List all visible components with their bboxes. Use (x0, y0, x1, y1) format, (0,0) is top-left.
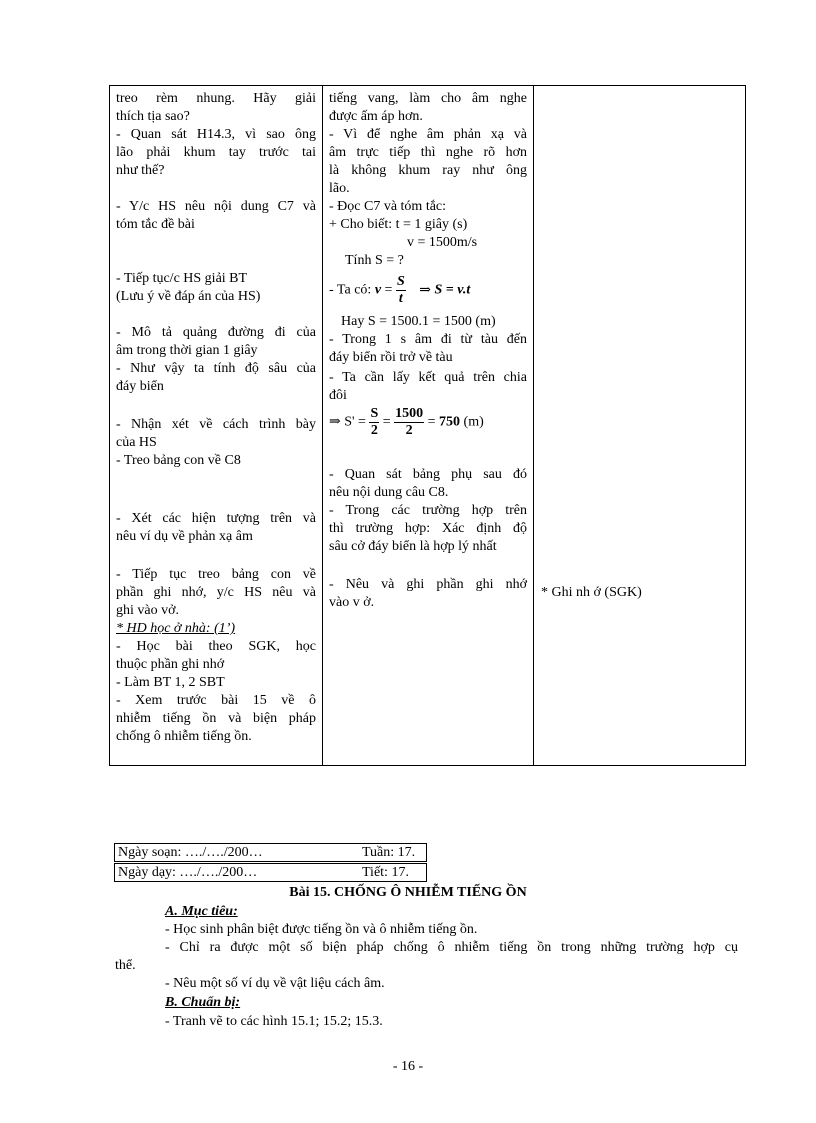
teacher-line: tóm tắc đề bài (116, 217, 195, 232)
teacher-line: nhiễm tiếng ồn và biện pháp (116, 711, 316, 726)
teacher-line: - Mô tả quảng đường đi của (116, 325, 316, 340)
lesson-table (109, 85, 746, 766)
student-line: - Vì để nghe âm phản xạ và (329, 127, 527, 142)
teacher-line: thích tịa sao? (116, 109, 190, 124)
student-line: đôi (329, 388, 347, 403)
teacher-line: - Nhận xét về cách trình bày (116, 417, 316, 432)
fraction-1500-over-2 (394, 406, 424, 439)
velocity-formula (329, 274, 470, 307)
student-line: - Quan sát bảng phụ sau đó (329, 467, 527, 482)
teacher-line: phần ghi nhớ, y/c HS nêu và (116, 585, 316, 600)
fraction-numerator: S (396, 274, 405, 289)
formula-result: S = v.t (434, 282, 471, 298)
objective-line: thể. (115, 958, 136, 973)
depth-formula (329, 406, 484, 439)
teacher-line: - Làm BT 1, 2 SBT (116, 675, 225, 690)
student-line: đáy biển rồi trở về tàu (329, 350, 453, 365)
teacher-line: như thế? (116, 163, 165, 178)
teacher-line: âm trong thời gian 1 giây (116, 343, 258, 358)
fraction-denominator: 2 (370, 423, 378, 438)
formula-eq: = (427, 414, 436, 430)
teacher-line: thuộc phần ghi nhớ (116, 657, 225, 672)
section-b-title: B. Chuẩn bị: (165, 995, 241, 1010)
implies-arrow: ⇒ (419, 282, 431, 298)
content-column (533, 86, 746, 765)
student-line: thì trường hợp: Xác định độ (329, 521, 527, 536)
fraction-numerator: S (370, 406, 379, 421)
prep-date: Ngày soạn: …./…./200… (118, 845, 263, 860)
teacher-line: chống ô nhiễm tiếng ồn. (116, 729, 252, 744)
section-a-heading (165, 903, 238, 921)
period-label: Tiết: 17. (362, 865, 409, 880)
teacher-line: - Treo bảng con về C8 (116, 453, 241, 468)
formula-v: v (374, 282, 382, 298)
formula-prefix: - Ta có: (329, 282, 372, 298)
student-line: lão. (329, 181, 350, 196)
prep-date-box (114, 843, 427, 862)
student-line: + Cho biết: t = 1 giây (s) (329, 217, 468, 232)
student-line: nêu nội dung câu C8. (329, 485, 449, 500)
teach-date-box (114, 863, 427, 882)
teacher-line: - Học bài theo SGK, học (116, 639, 316, 654)
teacher-line: - Xem trước bài 15 về ô (116, 693, 316, 708)
student-line: - Nêu và ghi phần ghi nhớ (329, 577, 527, 592)
section-b-heading (165, 994, 240, 1012)
student-line: là không khum ray như ông (329, 163, 527, 178)
formula-result: 750 (439, 414, 461, 430)
teacher-line: treo rèm nhung. Hãy giải (116, 91, 316, 106)
section-a-title: A. Mục tiêu: (165, 904, 238, 919)
teacher-line: - Y/c HS nêu nội dung C7 và (116, 199, 316, 214)
teacher-line: nêu ví dụ về phản xạ âm (116, 529, 253, 544)
teacher-line: - Như vậy ta tính độ sâu của (116, 361, 316, 376)
fraction-s-over-t (396, 274, 406, 307)
formula-unit: (m) (463, 414, 484, 430)
fraction-numerator: 1500 (395, 406, 424, 421)
student-line: âm trực tiếp thì nghe rõ hơn (329, 145, 527, 160)
student-line: tiếng vang, làm cho âm nghe (329, 91, 527, 106)
page-number: - 16 - (392, 1059, 424, 1074)
fraction-denominator: 2 (405, 423, 413, 438)
teacher-line: - Xét các hiện tượng trên và (116, 511, 316, 526)
student-line: - Trong các trường hợp trên (329, 503, 527, 518)
student-line: Hay S = 1500.1 = 1500 (m) (341, 314, 496, 329)
teacher-line: - Tiếp tục treo bảng con về (116, 567, 316, 582)
week-label: Tuần: 17. (362, 845, 416, 860)
teacher-line: lão phải khum tay trước tai (116, 145, 316, 160)
teacher-line: (Lưu ý về đáp án của HS) (116, 289, 261, 304)
homework-heading: * HD học ở nhà: (1’) (116, 621, 236, 636)
teacher-line: của HS (116, 435, 157, 450)
teacher-activity-column (110, 86, 322, 765)
fraction-s-over-2 (369, 406, 379, 439)
lesson-title: Bài 15. CHỐNG Ô NHIỄM TIẾNG ỒN (289, 885, 527, 900)
formula-eq: = (384, 282, 393, 298)
student-line: - Trong 1 s âm đi từ tàu đến (329, 332, 527, 347)
objective-line: - Nêu một số ví dụ về vật liệu cách âm. (165, 976, 385, 991)
formula-eq: = (382, 414, 391, 430)
objective-line: - Học sinh phân biệt được tiếng ồn và ô nhiễm tiếng ồn. (165, 922, 478, 937)
student-line: Tính S = ? (345, 253, 404, 268)
teacher-line: đáy biển (116, 379, 164, 394)
teacher-line: - Tiếp tục/c HS giải BT (116, 271, 248, 286)
student-line: được ấm áp hơn. (329, 109, 423, 124)
fraction-denominator: t (398, 291, 403, 306)
formula-prefix: ⇒ S' = (329, 414, 366, 430)
memo-note: * Ghi nh ớ (SGK) (541, 585, 642, 600)
student-line: vào v ở. (329, 595, 375, 610)
student-line: - Đọc C7 và tóm tắc: (329, 199, 447, 214)
teacher-line: - Quan sát H14.3, vì sao ông (116, 127, 316, 142)
preparation-line: - Tranh vẽ to các hình 15.1; 15.2; 15.3. (165, 1014, 383, 1029)
student-activity-column (322, 86, 534, 765)
student-line: sâu cở đáy biển là hợp lý nhất (329, 539, 497, 554)
teacher-line: ghi vào vở. (116, 603, 180, 618)
objective-line: - Chỉ ra được một số biện pháp chống ô nhiễm tiếng ồn trong những trường hợp cụ (165, 940, 738, 955)
student-line: - Ta cần lấy kết quả trên chia (329, 370, 527, 385)
student-line: v = 1500m/s (407, 235, 478, 250)
teach-date: Ngày dạy: …./…./200… (118, 865, 258, 880)
